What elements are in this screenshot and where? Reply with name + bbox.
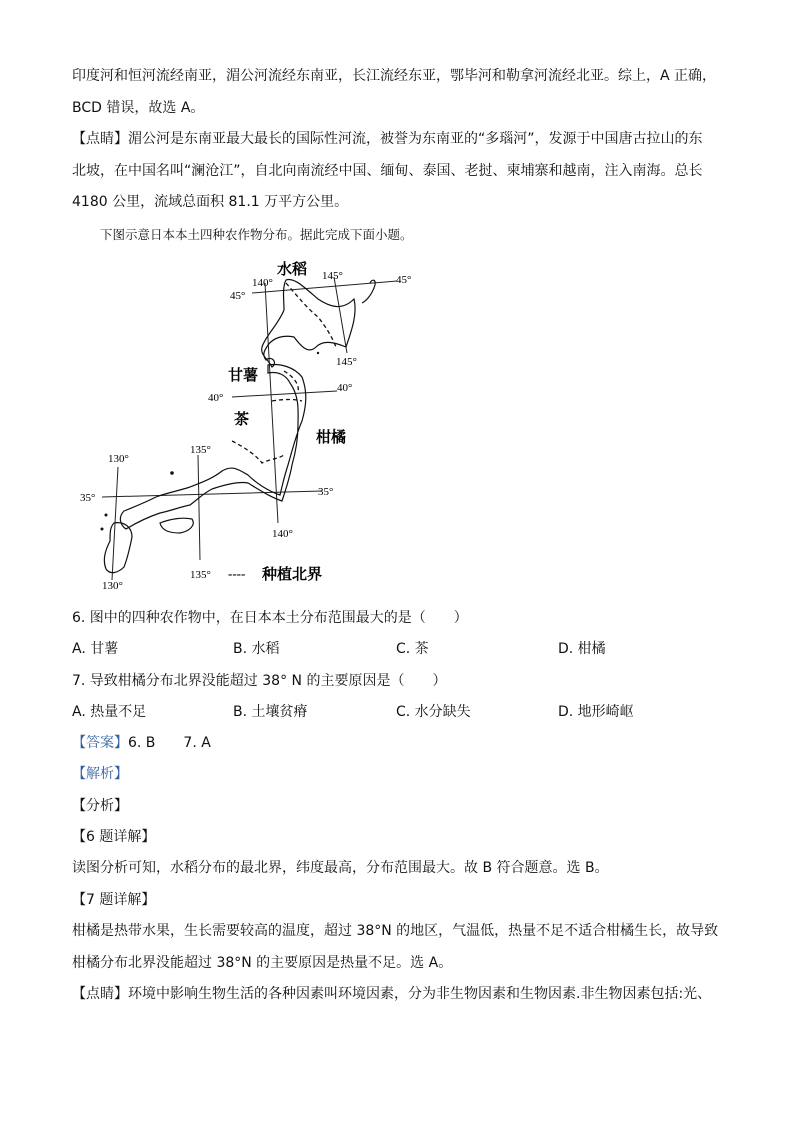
lat-label: 45° xyxy=(396,274,412,286)
hokkaido-outline xyxy=(262,279,355,367)
island-dot xyxy=(101,528,104,531)
detail-7-line: 柑橘分布北界没能超过 38°N 的主要原因是热量不足。选 A。 xyxy=(72,955,453,971)
answer-line xyxy=(72,733,211,753)
japan-crop-map xyxy=(72,255,412,595)
explanation-line: BCD 错误，故选 A。 xyxy=(72,100,205,116)
lat-label: 40° xyxy=(337,382,353,394)
detail-6-text: 读图分析可知，水稻分布的最北界，纬度最高，分布范围最大。故 B 符合题意。选 B。 xyxy=(72,860,609,876)
parallel-40 xyxy=(232,391,337,397)
question-intro: 下图示意日本本土四种农作物分布。据此完成下面小题。 xyxy=(100,227,413,242)
dianjing-tag: 【点睛】 xyxy=(72,131,128,147)
detail-6-tag: 【6 题详解】 xyxy=(72,829,156,845)
dianjing-text: 环境中影响生物生活的各种因素叫环境因素，分为非生物因素和生物因素.非生物因素包括:光、 xyxy=(128,986,712,1002)
answer-value: 6. B 7. A xyxy=(128,735,211,751)
question-6-stem: 6. 图中的四种农作物中，在日本本土分布范围最大的是（ ） xyxy=(72,610,468,626)
crop-label-rice: 水稻 xyxy=(277,260,308,278)
lon-label: 140° xyxy=(272,528,293,540)
shikoku-outline xyxy=(160,518,193,533)
detail-7-tag: 【7 题详解】 xyxy=(72,892,156,908)
fenxi-tag: 【分析】 xyxy=(72,798,128,814)
lat-label: 45° xyxy=(230,290,246,302)
lat-label: 35° xyxy=(318,486,334,498)
meridian-135 xyxy=(198,455,200,560)
citrus-boundary xyxy=(232,441,284,463)
lon-label: 130° xyxy=(102,580,123,592)
meridian-140 xyxy=(265,283,278,523)
dianjing-text: 湄公河是东南亚最大最长的国际性河流，被誉为东南亚的“多瑙河”，发源于中国唐古拉山的东 xyxy=(128,131,703,147)
island-dot xyxy=(105,514,108,517)
detail-7-line: 柑橘是热带水果，生长需要较高的温度，超过 38°N 的地区，气温低，热量不足不适合柑橘生长，故导致 xyxy=(72,923,719,939)
kyushu-outline xyxy=(104,523,132,573)
dianjing-paragraph xyxy=(72,129,703,149)
lat-label: 35° xyxy=(80,492,96,504)
dianjing-line: 4180 公里，流域总面积 81.1 万平方公里。 xyxy=(72,194,349,210)
q7-option-b: B. 土壤贫瘠 xyxy=(233,704,308,720)
question-7-stem: 7. 导致柑橘分布北界没能超过 38° N 的主要原因是（ ） xyxy=(72,673,447,689)
island-dot xyxy=(170,471,174,475)
q7-option-c: C. 水分缺失 xyxy=(396,704,471,720)
legend-dash: ---- xyxy=(228,566,246,581)
honshu-outline xyxy=(120,365,305,530)
q7-option-d: D. 地形崎岖 xyxy=(558,704,634,720)
answer-tag: 【答案】 xyxy=(72,735,128,751)
lon-label: 130° xyxy=(108,453,129,465)
island-dot xyxy=(317,352,319,354)
q6-option-b: B. 水稻 xyxy=(233,641,280,657)
q7-option-a: A. 热量不足 xyxy=(72,704,147,720)
q6-option-d: D. 柑橘 xyxy=(558,641,606,657)
dianjing-line: 北坡，在中国名叫“澜沧江”，自北向南流经中国、缅甸、泰国、老挝、柬埔寨和越南，注入南海。总长 xyxy=(72,163,703,179)
parallel-35 xyxy=(102,491,322,497)
crop-label-citrus: 柑橘 xyxy=(316,428,347,446)
jiexi-tag: 【解析】 xyxy=(72,766,128,782)
meridian-145 xyxy=(334,277,347,353)
explanation-line: 印度河和恒河流经南亚，湄公河流经东南亚，长江流经东亚，鄂毕河和勒拿河流经北亚。综上，A 正确， xyxy=(72,68,717,84)
dianjing-paragraph-2 xyxy=(72,984,711,1004)
lon-label: 145° xyxy=(336,356,357,368)
q6-option-a: A. 甘薯 xyxy=(72,641,119,657)
lat-label: 40° xyxy=(208,392,224,404)
crop-label-tea: 茶 xyxy=(234,410,250,428)
lon-label: 140° xyxy=(252,277,273,289)
lon-label: 145° xyxy=(322,270,343,282)
lon-label: 135° xyxy=(190,569,211,581)
sweet-potato-boundary xyxy=(284,371,298,393)
dianjing-tag: 【点睛】 xyxy=(72,986,128,1002)
q6-option-c: C. 茶 xyxy=(396,641,429,657)
crop-label-sweet-potato: 甘薯 xyxy=(228,366,259,384)
lon-label: 135° xyxy=(190,444,211,456)
legend-label: 种植北界 xyxy=(262,565,323,583)
